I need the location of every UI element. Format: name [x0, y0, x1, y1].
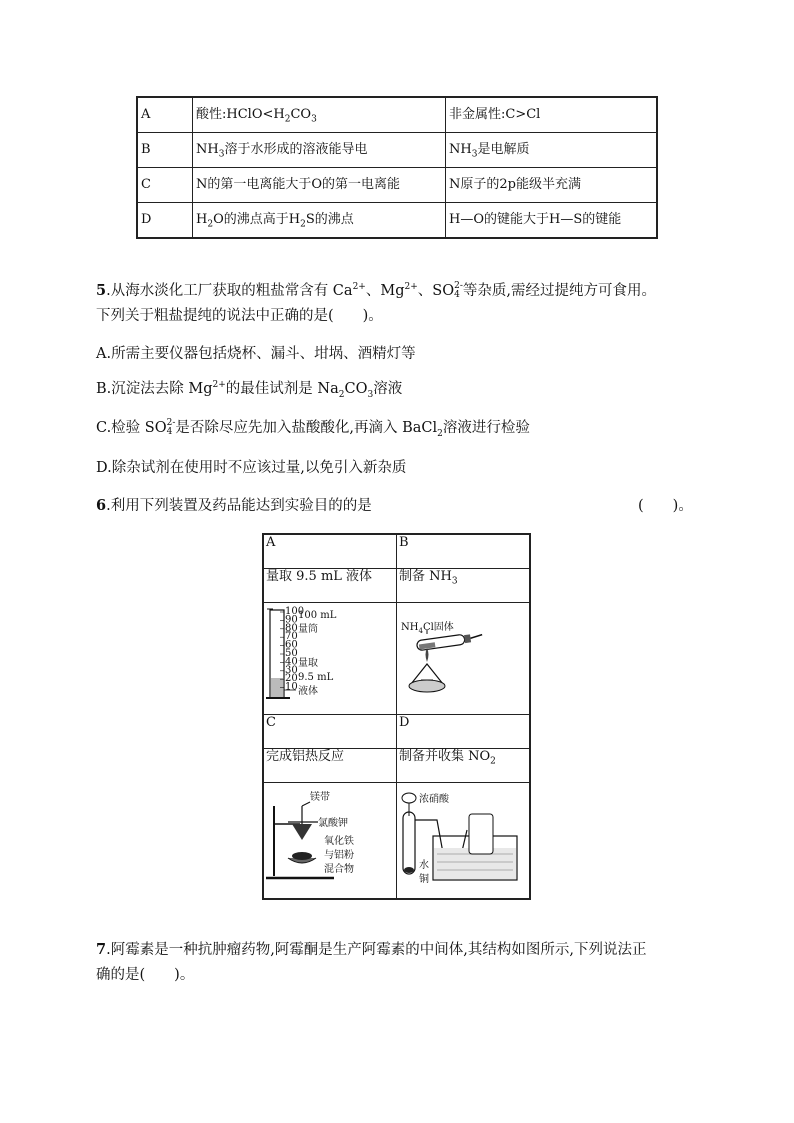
cylinder-tick-label: 10: [285, 681, 298, 693]
q6-answer-paren: ( )。: [638, 498, 693, 514]
cylinder-tick-label: 70: [285, 630, 298, 642]
row-statement: $H_2O$的沸点高于$H_2S$的沸点: [193, 203, 446, 239]
figure-b-cell: [397, 603, 531, 715]
fig-c-label-mg: 镁带: [310, 791, 330, 803]
cell-b-task: 制备 $NH_3$: [397, 569, 531, 603]
cylinder-tick-label: 60: [285, 639, 298, 651]
cylinder-tick-label: 50: [285, 647, 298, 659]
cell-d-letter: D: [397, 715, 531, 749]
figure-d-cell: [397, 783, 531, 900]
cylinder-tick-label: 90: [285, 613, 298, 625]
q7-stem: 7.阿霉素是一种抗肿瘤药物,阿霉酮是生产阿霉素的中间体,其结构如图所示,下列说法正: [96, 941, 647, 958]
q5-number: 5: [96, 282, 107, 299]
q5-option-b: B.沉淀法去除 $Mg^{2+}$的最佳试剂是 $Na_2CO_3$溶液: [96, 380, 403, 400]
cylinder-tick-label: 20: [285, 672, 298, 684]
fig-b-label: $NH_4Cl$固体: [401, 621, 454, 635]
cylinder-tick-label: 100: [285, 605, 305, 617]
q6-number: 6: [96, 497, 107, 514]
row-letter: A: [137, 97, 193, 133]
q5-option-c: C.检验 SO 2- 4 是否除尽应先加入盐酸酸化,再滴入 BaCl$_2$溶液进行检验: [96, 418, 530, 439]
q7-number: 7: [96, 941, 107, 958]
q6-apparatus-table: [262, 533, 531, 900]
no2-collection-figure: [397, 784, 529, 898]
cell-d-task: 制备并收集 $NO_2$: [397, 749, 531, 783]
fig-c-label-fe2o3: 氧化铁: [324, 835, 354, 847]
figure-c-cell: [263, 783, 397, 900]
row-reason: 非金属性:C>Cl: [446, 97, 658, 133]
q5-option-a: A.所需主要仪器包括烧杯、漏斗、坩埚、酒精灯等: [96, 346, 416, 362]
cell-c-letter: C: [263, 715, 397, 749]
row-statement: 酸性$:HClO<H_2CO_3$: [193, 97, 446, 133]
q5-stem-line2: 下列关于粗盐提纯的说法中正确的是( )。: [96, 308, 383, 324]
row-letter: D: [137, 203, 193, 239]
fig-a-label-measure: 量取: [298, 657, 318, 669]
cell-a-letter: A: [263, 534, 397, 569]
cell-c-task: 完成铝热反应: [263, 749, 397, 783]
cylinder-tick-label: 40: [285, 655, 298, 667]
fig-d-label-acid: 浓硝酸: [419, 793, 449, 805]
nh3-preparation-figure: [397, 604, 529, 714]
q4-options-table: [136, 96, 658, 239]
fig-d-label-copper: 铜: [419, 873, 429, 885]
row-statement: $NH_3$溶于水形成的溶液能导电: [193, 133, 446, 168]
fig-a-label-volume: 9.5 mL: [298, 671, 334, 683]
figure-a-cell: [263, 603, 397, 715]
fig-c-label-al: 与铝粉: [324, 849, 354, 861]
row-statement: N的第一电离能大于O的第一电离能: [193, 168, 446, 203]
cylinder-tick-label: 30: [285, 664, 298, 676]
table-row: [137, 203, 657, 239]
cylinder-tick-label: 80: [285, 622, 298, 634]
fig-a-label-liquid: 液体: [298, 685, 318, 697]
q6-stem: 6.利用下列装置及药品能达到实验目的的是: [96, 497, 372, 514]
q7-stem-line2: 确的是( )。: [96, 967, 195, 983]
q5-stem: 5.从海水淡化工厂获取的粗盐常含有 $Ca^{2+}$、$Mg^{2+}$、SO 2- 4 等杂质,需经过提纯方可食用。: [96, 281, 656, 300]
fig-c-label-kclo3: 氯酸钾: [318, 817, 348, 829]
table-row: [137, 133, 657, 168]
cell-b-letter: B: [397, 534, 531, 569]
cell-a-task: 量取 9.5 mL 液体: [263, 569, 397, 603]
q5-option-d: D.除杂试剂在使用时不应该过量,以免引入新杂质: [96, 460, 407, 476]
graduated-cylinder-figure: [264, 604, 396, 714]
thermite-reaction-figure: [264, 784, 396, 898]
row-letter: B: [137, 133, 193, 168]
row-reason: $NH_3$是电解质: [446, 133, 658, 168]
table-row: [137, 97, 657, 133]
table-row: [137, 168, 657, 203]
fig-d-label-water: 水: [419, 859, 429, 871]
row-reason: H—O的键能大于H—S的键能: [446, 203, 658, 239]
fig-c-label-mixture: 混合物: [324, 863, 354, 875]
fig-a-label-cylinder: 量筒: [298, 623, 318, 635]
fig-a-label-100ml: 100 mL: [298, 609, 337, 621]
row-letter: C: [137, 168, 193, 203]
row-reason: N原子的2p能级半充满: [446, 168, 658, 203]
